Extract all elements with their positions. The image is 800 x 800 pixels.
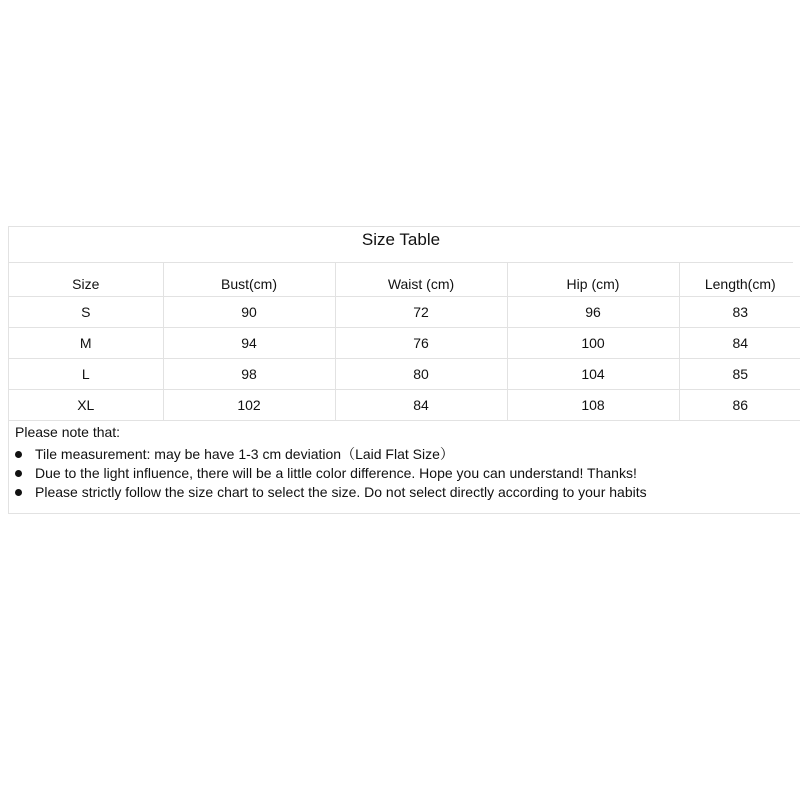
size-table-card <box>8 226 800 514</box>
waist-cell: 84 <box>335 389 507 420</box>
hip-cell: 96 <box>507 296 679 327</box>
table-row <box>9 327 800 358</box>
bullet-icon <box>15 451 22 458</box>
bullet-icon <box>15 470 22 477</box>
size-table-title: Size Table <box>9 227 793 263</box>
length-cell: 83 <box>679 296 800 327</box>
bullet-icon <box>15 489 22 496</box>
column-header-length: Length(cm) <box>679 263 800 296</box>
table-row <box>9 358 800 389</box>
size-table <box>9 263 800 421</box>
column-header-hip: Hip (cm) <box>507 263 679 296</box>
size-cell: XL <box>9 389 163 420</box>
length-cell: 85 <box>679 358 800 389</box>
length-cell: 86 <box>679 389 800 420</box>
size-cell: L <box>9 358 163 389</box>
note-text: Due to the light influence, there will be a little color difference. Hope you can understand! Thanks! <box>35 465 637 481</box>
table-row <box>9 389 800 420</box>
waist-cell: 72 <box>335 296 507 327</box>
size-cell: S <box>9 296 163 327</box>
bust-cell: 98 <box>163 358 335 389</box>
note-item <box>15 464 785 482</box>
table-header-row <box>9 263 800 296</box>
bust-cell: 102 <box>163 389 335 420</box>
bust-cell: 94 <box>163 327 335 358</box>
note-text: Tile measurement: may be have 1-3 cm deviation（Laid Flat Size） <box>35 446 454 462</box>
hip-cell: 100 <box>507 327 679 358</box>
waist-cell: 80 <box>335 358 507 389</box>
bust-cell: 90 <box>163 296 335 327</box>
note-item <box>15 483 785 501</box>
size-cell: M <box>9 327 163 358</box>
note-item <box>15 445 785 463</box>
hip-cell: 108 <box>507 389 679 420</box>
table-row <box>9 296 800 327</box>
notes-heading: Please note that: <box>15 424 121 440</box>
size-notes <box>15 423 785 502</box>
length-cell: 84 <box>679 327 800 358</box>
hip-cell: 104 <box>507 358 679 389</box>
column-header-size: Size <box>9 263 163 296</box>
note-text: Please strictly follow the size chart to select the size. Do not select directly according to your habits <box>35 484 647 500</box>
column-header-bust: Bust(cm) <box>163 263 335 296</box>
column-header-waist: Waist (cm) <box>335 263 507 296</box>
waist-cell: 76 <box>335 327 507 358</box>
